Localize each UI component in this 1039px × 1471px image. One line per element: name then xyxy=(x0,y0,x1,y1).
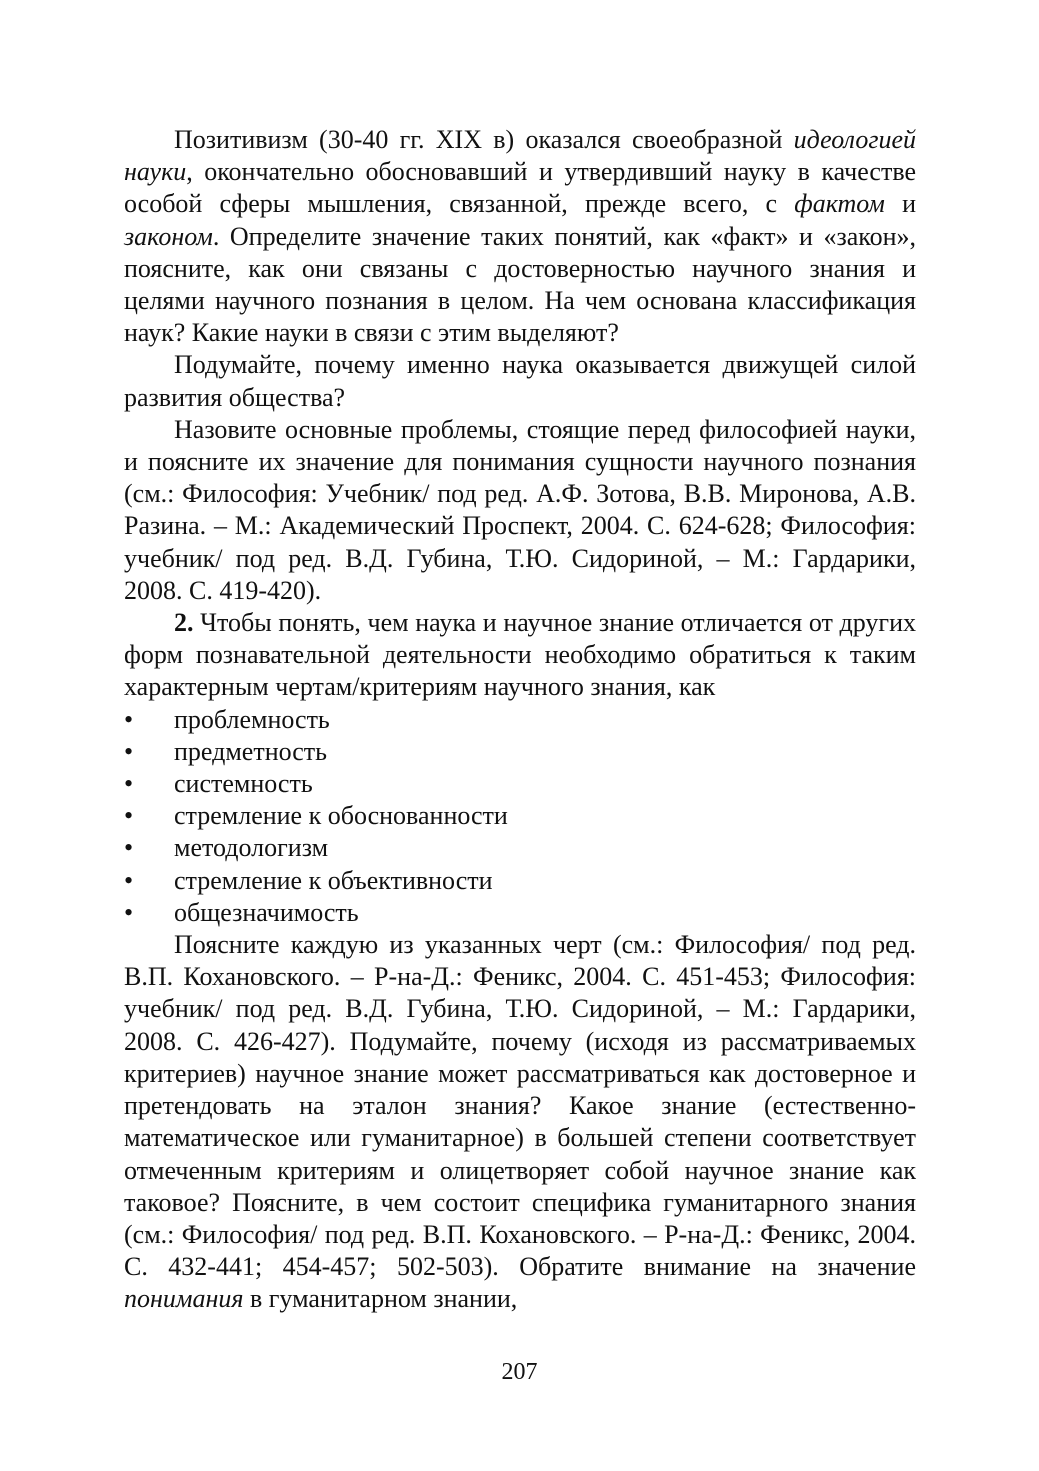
bullet-icon: • xyxy=(124,897,134,927)
text-segment: , окончательно обосновавший и утвердивший науку в качестве особой сферы мышления, связанной, прежде всего, с xyxy=(124,157,916,219)
list-item xyxy=(124,768,916,800)
list-item-text: системность xyxy=(174,769,313,799)
page-number: 207 xyxy=(501,1359,538,1385)
italic-term-ideology: идеологией науки xyxy=(124,125,916,187)
bullet-icon: • xyxy=(124,704,134,734)
list-item xyxy=(124,800,916,832)
paragraph-science-driving-force: Подумайте, почему именно наука оказывается движущей силой развития общества? xyxy=(124,350,916,412)
list-item-text: предметность xyxy=(174,736,328,766)
italic-term-understanding: понимания xyxy=(124,1284,244,1314)
list-item xyxy=(124,865,916,897)
section-number: 2. xyxy=(174,608,194,638)
list-item-text: проблемность xyxy=(174,704,330,734)
text-segment: в гуманитарном знании, xyxy=(243,1284,518,1314)
bullet-icon: • xyxy=(124,865,134,895)
criteria-list xyxy=(124,704,916,929)
bullet-icon: • xyxy=(124,769,134,799)
italic-term-law: законом xyxy=(124,221,213,251)
list-item xyxy=(124,832,916,864)
italic-term-fact: фактом xyxy=(794,189,885,219)
paragraph-criteria-intro xyxy=(124,607,916,704)
text-segment: Чтобы понять, чем наука и научное знание отличается от других форм познавательной деятельности необходимо обратиться к таким характерным чертам/критериям научного знания, как xyxy=(124,608,916,702)
text-segment: Позитивизм (30-40 гг. XIX в) оказался своеобразной xyxy=(174,125,794,154)
list-item xyxy=(124,897,916,929)
list-item-text: методологизм xyxy=(174,833,329,863)
text-segment: . Определите значение таких понятий, как «факт» и «закон», поясните, как они связаны с достоверностью научного знания и целями научного познания в целом. На чем основана классификация наук? Какие науки в связи с этим выделяют? xyxy=(124,221,916,348)
page-body xyxy=(124,124,916,1316)
paragraph-positivism xyxy=(124,124,916,349)
list-item-text: стремление к объективности xyxy=(174,865,493,895)
list-item-text: стремление к обоснованности xyxy=(174,801,508,831)
text-segment: Поясните каждую из указанных черт (см.: Философия/ под ред. В.П. Кохановского. – Р-на-Д.: Феникс, 2004. С. 451-453; Философия: учебник/ под ред. В.Д. Губина, Т.Ю. Сидориной, – М.: Гардарики, 2008. С. 426-427). Подумайте, почему (исходя из рассматриваемых критериев) научное знание может рассматриваться как достоверное и претендовать на эталон знания? Какое знание (естественно-математическое или гуманитарное) в большей степени соответствует отмеченным критериям и олицетворяет собой научное знание как таковое? Поясните, в чем состоит специфика гуманитарного знания (см.: Философия/ под ред. В.П. Кохановского. – Р-на-Д.: Феникс, 2004. С. 432-441; 454-457; 502-503). Обратите внимание на значение xyxy=(124,930,916,1282)
text-segment: и xyxy=(884,189,916,219)
paragraph-explain-criteria xyxy=(124,929,916,1315)
bullet-icon: • xyxy=(124,833,134,863)
list-item-text: общезначимость xyxy=(174,897,359,927)
paragraph-philosophy-problems: Назовите основные проблемы, стоящие перед философией науки, и поясните их значение для понимания сущности научного познания (см.: Философия: Учебник/ под ред. А.Ф. Зотова, В.В. Миронова, А.В. Разина. – М.: Академический Проспект, 2004. С. 624-628; Философия: учебник/ под ред. В.Д. Губина, Т.Ю. Сидориной, – М.: Гардарики, 2008. С. 419-420). xyxy=(124,414,916,605)
bullet-icon: • xyxy=(124,801,134,831)
bullet-icon: • xyxy=(124,736,134,766)
list-item xyxy=(124,704,916,736)
list-item xyxy=(124,736,916,768)
